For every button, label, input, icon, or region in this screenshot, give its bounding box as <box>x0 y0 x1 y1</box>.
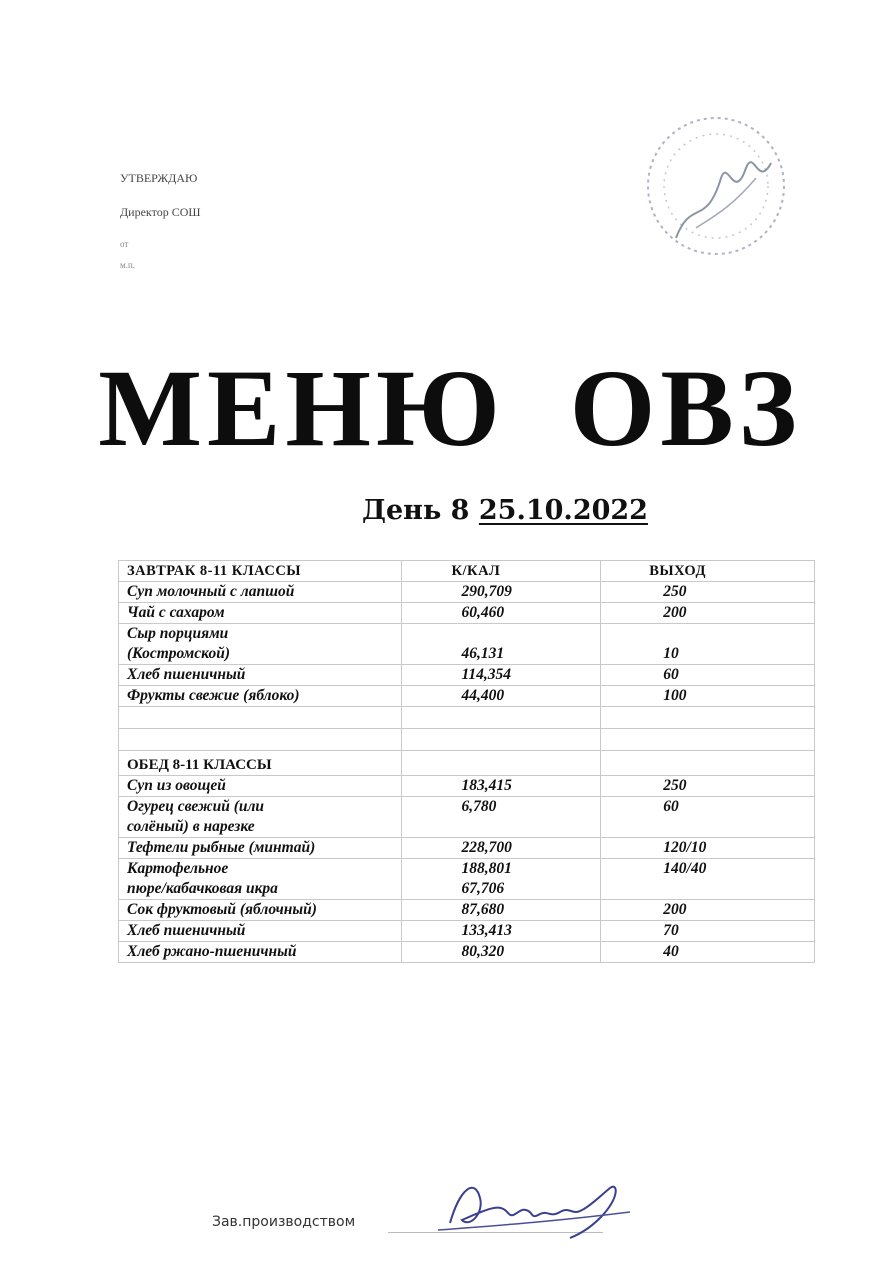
dish-output: 60 <box>601 797 815 838</box>
table-row <box>119 921 815 942</box>
dish-kcal: 87,680 <box>401 900 601 921</box>
dish-name-line: Сыр порциями <box>127 625 229 642</box>
dish-output: 70 <box>601 921 815 942</box>
dish-name: Суп молочный с лапшой <box>119 582 402 603</box>
table-row <box>119 859 815 900</box>
lunch-header: ОБЕД 8-11 КЛАССЫ <box>119 751 402 776</box>
production-manager-label: Зав.производством <box>212 1214 356 1230</box>
dish-kcal: 290,709 <box>401 582 601 603</box>
menu-table <box>118 560 815 963</box>
approval-title: УТВЕРЖДАЮ <box>120 171 198 185</box>
signature-icon <box>430 1168 640 1248</box>
dish-output: 140/40 <box>601 859 815 900</box>
dish-kcal-value: 46,131 <box>461 645 505 662</box>
breakfast-header: ЗАВТРАК 8-11 КЛАССЫ <box>119 561 402 582</box>
dish-name-line: пюре/кабачковая икра <box>127 880 278 897</box>
approval-seal-label: м.п. <box>120 260 136 270</box>
kcal-header: К/КАЛ <box>401 561 601 582</box>
dish-kcal-value: 67,706 <box>461 880 505 897</box>
dish-kcal: 133,413 <box>401 921 601 942</box>
page-title: МЕНЮ ОВЗ <box>98 347 802 469</box>
day-label: День 8 <box>362 495 470 526</box>
dish-name: Фрукты свежие (яблоко) <box>119 686 402 707</box>
dish-kcal: 6,780 <box>401 797 601 838</box>
empty-row <box>119 729 815 751</box>
table-row <box>119 582 815 603</box>
table-row <box>119 624 815 665</box>
dish-kcal: 114,354 <box>401 665 601 686</box>
dish-name <box>119 859 402 900</box>
dish-name: Сок фруктовый (яблочный) <box>119 900 402 921</box>
table-row <box>119 686 815 707</box>
dish-name: Хлеб ржано-пшеничный <box>119 942 402 963</box>
dish-kcal <box>401 624 601 665</box>
school-stamp-icon <box>636 108 806 268</box>
dish-kcal: 44,400 <box>401 686 601 707</box>
dish-output: 100 <box>601 686 815 707</box>
dish-name: Хлеб пшеничный <box>119 665 402 686</box>
day-heading <box>362 495 648 526</box>
dish-name <box>119 797 402 838</box>
table-row <box>119 776 815 797</box>
dish-name-line: (Костромской) <box>127 645 230 662</box>
dish-name: Хлеб пшеничный <box>119 921 402 942</box>
dish-output-value: 10 <box>663 645 679 662</box>
dish-output: 250 <box>601 582 815 603</box>
dish-name-line: Картофельное <box>127 860 229 877</box>
table-row <box>119 797 815 838</box>
approval-date-label: от <box>120 239 129 249</box>
dish-kcal: 228,700 <box>401 838 601 859</box>
empty-row <box>119 707 815 729</box>
dish-name: Тефтели рыбные (минтай) <box>119 838 402 859</box>
approval-block <box>120 172 200 282</box>
dish-kcal: 183,415 <box>401 776 601 797</box>
table-row <box>119 838 815 859</box>
dish-name-line: солёный) в нарезке <box>127 818 255 835</box>
table-row <box>119 900 815 921</box>
dish-name: Чай с сахаром <box>119 603 402 624</box>
dish-kcal <box>401 859 601 900</box>
table-header-row <box>119 561 815 582</box>
dish-output <box>601 624 815 665</box>
day-date: 25.10.2022 <box>478 495 648 526</box>
dish-kcal: 80,320 <box>401 942 601 963</box>
dish-kcal-value: 188,801 <box>461 860 512 877</box>
dish-output: 60 <box>601 665 815 686</box>
table-row <box>119 603 815 624</box>
approval-position: Директор СОШ <box>120 205 201 219</box>
dish-output: 200 <box>601 603 815 624</box>
dish-output: 200 <box>601 900 815 921</box>
table-row <box>119 942 815 963</box>
table-row <box>119 665 815 686</box>
dish-output: 250 <box>601 776 815 797</box>
dish-name: Суп из овощей <box>119 776 402 797</box>
output-header: ВЫХОД <box>601 561 815 582</box>
dish-name <box>119 624 402 665</box>
lunch-header-row <box>119 751 815 776</box>
dish-output: 40 <box>601 942 815 963</box>
dish-output: 120/10 <box>601 838 815 859</box>
dish-name-line: Огурец свежий (или <box>127 798 265 815</box>
dish-kcal: 60,460 <box>401 603 601 624</box>
